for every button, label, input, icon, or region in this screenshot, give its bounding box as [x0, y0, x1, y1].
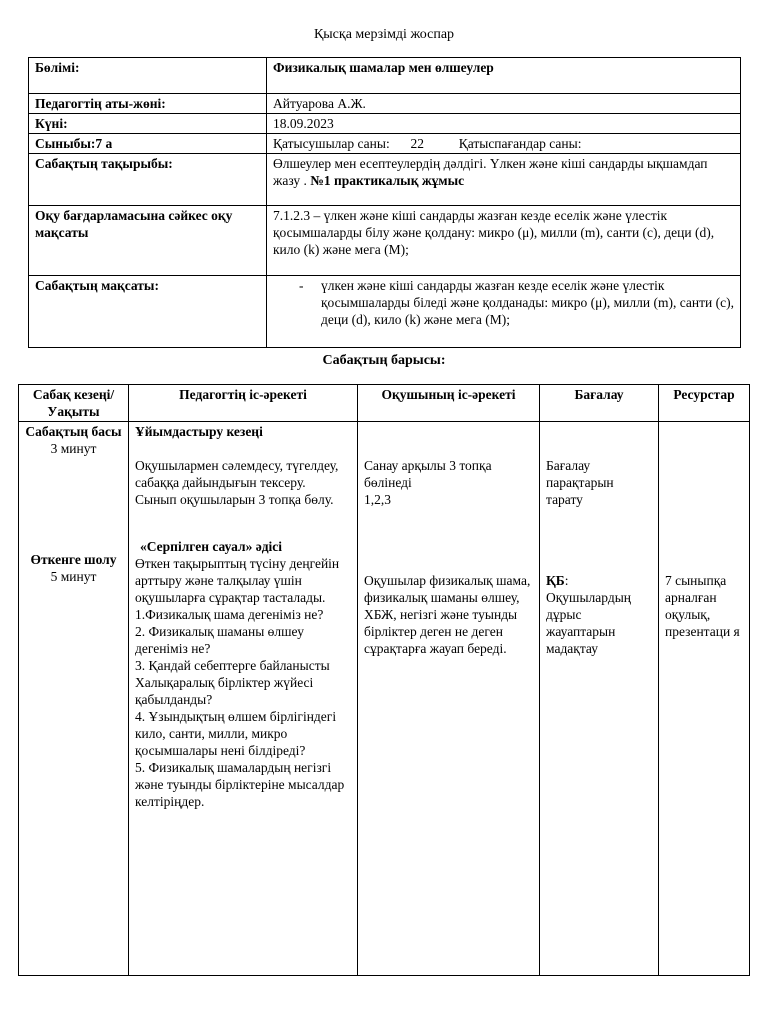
section-row	[29, 58, 741, 94]
present-label: Қатысушылар саны:	[273, 136, 390, 151]
lesson-goal-value: - үлкен және кіші сандарды жазған кезде еселік және үлестік қосымшаларды біледі және қолданады: микро (μ), милли (m), санти (c), деци (d), кило (k) және мега (M);	[321, 277, 734, 328]
objectives-row	[29, 206, 741, 276]
stage2-student-text: Оқушылар физикалық шама, физикалық шаманы өлшеу, ХБЖ, негізгі және туынды бірліктер деген не деген сұрақтарға жауап береді.	[364, 573, 531, 656]
header-stage: Сабақ кезеңі/ Уақыты	[19, 385, 129, 422]
topic-value	[267, 154, 741, 206]
stage2-time: 5 минут	[50, 569, 97, 584]
stage2-name: Өткенге шолу	[30, 552, 117, 567]
stage2-assessment-text: Оқушылардың дұрыс жауаптарын мадақтау	[546, 590, 631, 656]
objectives-label: Оқу бағдарламасына сәйкес оқу мақсаты	[29, 206, 267, 276]
class-row	[29, 134, 741, 154]
stage1-teacher-heading: Ұйымдастыру кезеңі	[135, 424, 263, 439]
stage1-name: Сабақтың басы	[25, 424, 122, 439]
question-3: 3. Қандай себептерге байланысты Халықаралық бірліктер жүйесі қабылданды?	[135, 658, 330, 707]
resources-cell	[659, 422, 750, 976]
stage1-teacher-text1: Оқушылармен сәлемдесу, түгелдеу, сабаққа дайындығын тексеру.	[135, 458, 339, 490]
document-title: Қысқа мерзімді жоспар	[313, 27, 455, 42]
section-label: Бөлімі:	[29, 58, 267, 94]
lesson-goal-label: Сабақтың мақсаты:	[29, 276, 267, 348]
objectives-value: 7.1.2.3 – үлкен және кіші сандарды жазған кезде еселік және үлестік қосымшаларды білу және қолдану: микро (μ), милли (m), санти (c), деци (d), кило (k) және мега (M);	[267, 206, 741, 276]
question-4: 4. Ұзындықтың өлшем бірлігіндегі кило, санти, милли, микро қосымшалары нені білдіреді?	[135, 709, 337, 758]
date-label: Күні:	[29, 114, 267, 134]
flow-header-row	[19, 385, 750, 422]
question-5: 5. Физикалық шамалардың негізгі және туынды бірліктеріне мысалдар келтіріңдер.	[135, 760, 345, 809]
lesson-flow-table	[18, 384, 750, 976]
topic-text: Өлшеулер мен есептеулердің дәлдігі. Үлкен және кіші сандарды ықшамдап жазу .	[273, 156, 708, 188]
stage1-student-text2: 1,2,3	[364, 492, 391, 507]
stage-cell	[19, 422, 129, 976]
teacher-label: Педагогтің аты-жөні:	[29, 94, 267, 114]
header-resources: Ресурстар	[659, 385, 750, 422]
stage2-assessment-label: ҚБ	[546, 573, 565, 588]
header-teacher: Педагогтің іс-әрекеті	[129, 385, 358, 422]
stage1-student-text1: Санау арқылы 3 топқа бөлінеді	[364, 458, 492, 490]
lesson-goal-cell	[267, 276, 741, 348]
stage2-teacher-intro: Өткен тақырыптың түсіну деңгейін арттыру және талқылау үшін оқушыларға сұрақтар тасталады.	[135, 556, 340, 605]
teacher-row	[29, 94, 741, 114]
question-2: 2. Физикалық шаманы өлшеу дегеніміз не?	[135, 624, 304, 656]
class-label: Сыныбы:7 а	[29, 134, 267, 154]
teacher-activity-cell	[129, 422, 358, 976]
stage1-assessment: Бағалау парақтарын тарату	[546, 458, 614, 507]
section-value: Физикалық шамалар мен өлшеулер	[267, 58, 741, 94]
student-activity-cell	[358, 422, 540, 976]
topic-practical: №1 практикалық жұмыс	[310, 173, 465, 188]
stage1-teacher-text2: Сынып оқушыларын 3 топқа бөлу.	[135, 492, 334, 507]
lesson-info-table	[28, 57, 741, 348]
lesson-goal-row	[29, 276, 741, 348]
topic-label: Сабақтың тақырыбы:	[29, 154, 267, 206]
stage2-resources: 7 сыныпқа арналған оқулық, презентаци я	[665, 573, 740, 639]
date-value: 18.09.2023	[267, 114, 741, 134]
plan-title: Сабақтың барысы:	[322, 353, 446, 368]
present-value: 22	[410, 136, 424, 151]
date-row	[29, 114, 741, 134]
topic-row	[29, 154, 741, 206]
question-1: 1.Физикалық шама дегеніміз не?	[135, 607, 324, 622]
absent-label: Қатыспағандар саны:	[458, 136, 582, 151]
stage1-time: 3 минут	[50, 441, 97, 456]
stage2-teacher-heading: «Серпілген сауал» әдісі	[140, 539, 283, 554]
flow-body-row	[19, 422, 750, 976]
stage2-assessment: ҚБ: Оқушылардың дұрыс жауаптарын мадақтау	[546, 573, 631, 656]
header-assessment: Бағалау	[540, 385, 659, 422]
attendance-cell	[267, 134, 741, 154]
assessment-cell	[540, 422, 659, 976]
header-student: Оқушының іс-әрекеті	[358, 385, 540, 422]
teacher-value: Айтуарова А.Ж.	[267, 94, 741, 114]
lesson-goal-list	[273, 277, 734, 328]
